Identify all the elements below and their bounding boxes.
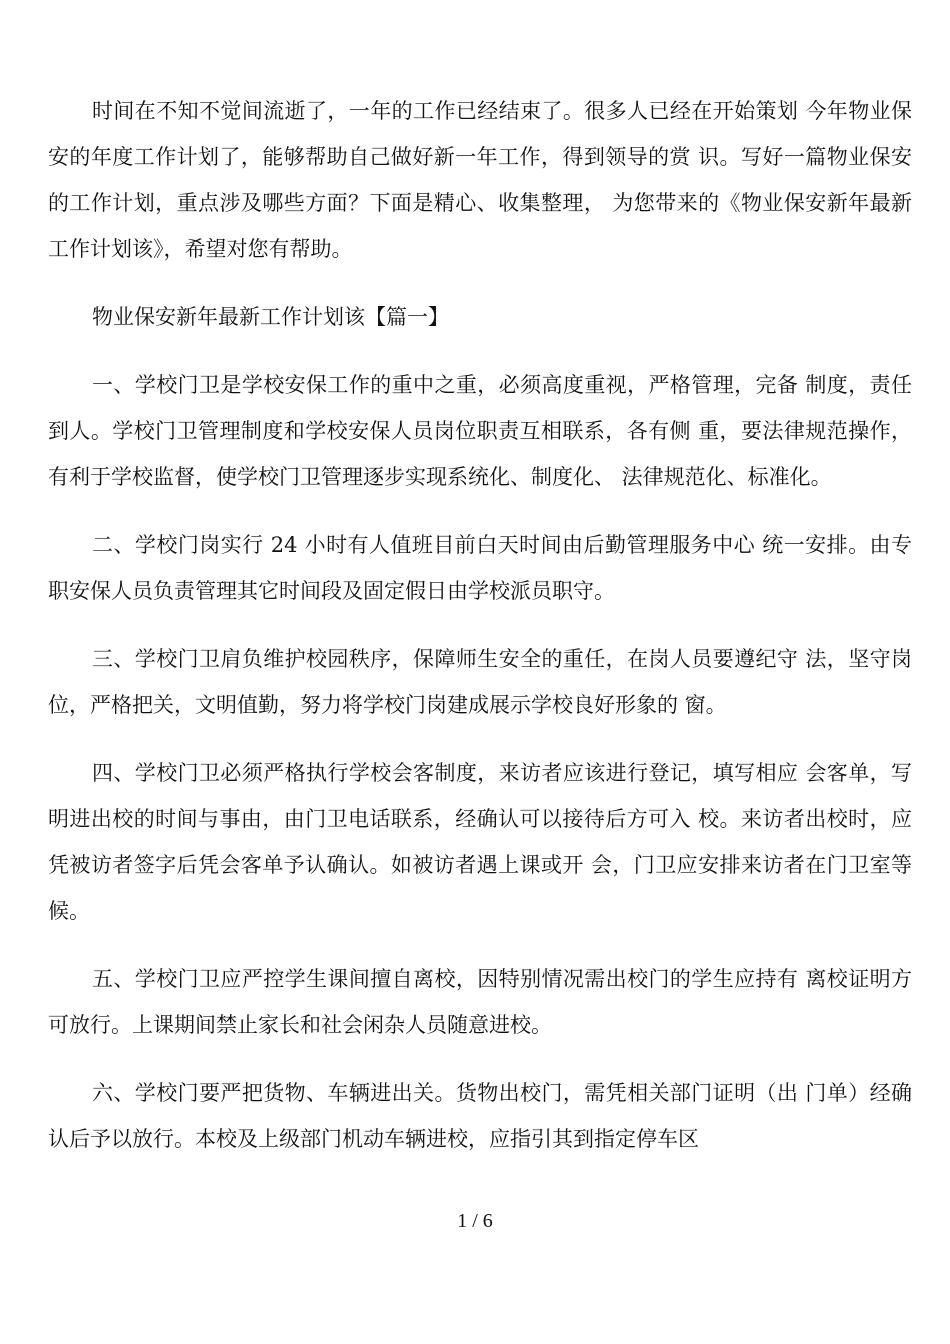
intro-paragraph: 时间在不知不觉间流逝了，一年的工作已经结束了。很多人已经在开始策划 今年物业保安的年度工作计划了，能够帮助自己做好新一年工作，得到领导的赏 识。写好一篇物业保安的工作计划，重点涉及哪些方面？下面是精心、收集整理， 为您带来的《物业保安新年最新工作计划该》，希望对您有帮助。 (48, 99, 912, 261)
paragraph-item-5: 五、学校门卫应严控学生课间擅自离校，因特别情况需出校门的学生应持有 离校证明方可放行。上课期间禁止家长和社会闲杂人员随意进校。 (48, 967, 912, 1037)
paragraph-item-3: 三、学校门卫肩负维护校园秩序，保障师生安全的重任，在岗人员要遵纪守 法，坚守岗位，严格把关，文明值勤，努力将学校门岗建成展示学校良好形象的 窗。 (48, 647, 912, 717)
paragraph-item-2: 二、学校门岗实行 24 小时有人值班目前白天时间由后勤管理服务中心 统一安排。由专职安保人员负责管理其它时间段及固定假日由学校派员职守。 (48, 533, 912, 603)
page-number: 1 / 6 (457, 1210, 493, 1232)
document-body (48, 88, 912, 1162)
paragraph-item-4: 四、学校门卫必须严格执行学校会客制度，来访者应该进行登记，填写相应 会客单，写明进出校的时间与事由，由门卫电话联系，经确认可以接待后方可入 校。来访者出校时，应凭被访者签字后凭会客单予认确认。如被访者遇上课或开 会，门卫应安排来访者在门卫室等候。 (48, 761, 912, 923)
paragraph-item-6: 六、学校门要严把货物、车辆进出关。货物出校门，需凭相关部门证明（出 门单）经确认后予以放行。本校及上级部门机动车辆进校，应指引其到指定停车区 (48, 1081, 912, 1151)
section-heading: 物业保安新年最新工作计划该【篇一】 (92, 305, 449, 329)
paragraph-item-1: 一、学校门卫是学校安保工作的重中之重，必须高度重视，严格管理，完备 制度，责任到人。学校门卫管理制度和学校安保人员岗位职责互相联系，各有侧 重，要法律规范操作，有利于学校监督，使学校门卫管理逐步实现系统化、制度化、 法律规范化、标准化。 (48, 373, 912, 489)
